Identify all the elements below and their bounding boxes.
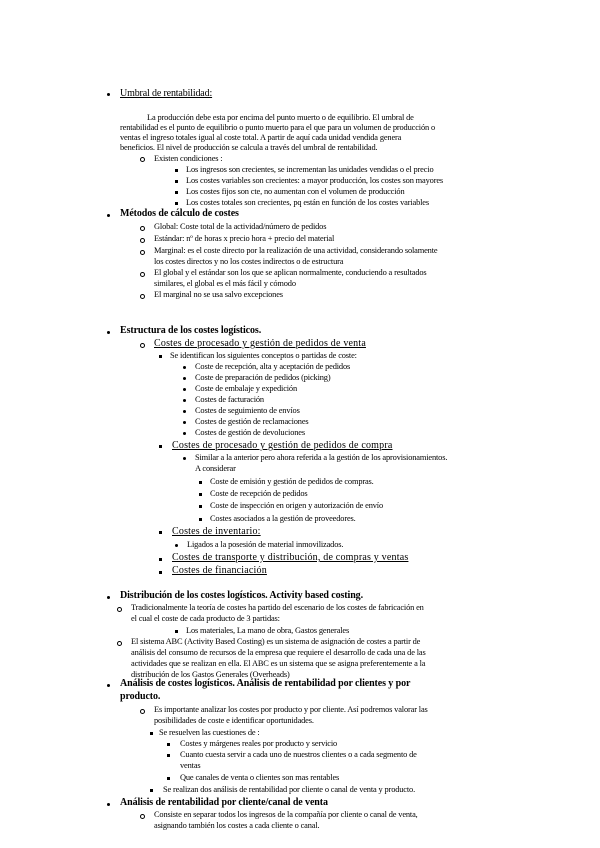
list-item: Coste de recepción, alta y aceptación de pedidos [195, 362, 351, 371]
list-item: Costes asociados a la gestión de proveedores. [210, 514, 356, 523]
list-item: Costes de seguimiento de envíos [195, 406, 300, 415]
paragraph-line: beneficios. El nivel de producción se calcula a través del umbral de rentabilidad. [120, 143, 378, 152]
bullet [107, 331, 110, 334]
bullet [183, 399, 186, 402]
bullet-square [159, 445, 162, 448]
bullet [183, 377, 186, 380]
list-item: Los costes fijos son cte, no aumentan con el volumen de producción [186, 187, 405, 196]
paragraph-line: análisis del consumo de recursos de la empresa que requiere el desarrollo de cada una de las [131, 648, 426, 657]
bullet [183, 432, 186, 435]
bullet [107, 93, 110, 96]
paragraph-line: El sistema ABC (Activity Based Costing) es un sistema de asignación de costes a partir de [131, 637, 421, 646]
bullet-square [150, 732, 153, 735]
bullet-circle [117, 641, 122, 646]
paragraph-line: asignando también los costes a cada cliente o canal. [154, 821, 320, 830]
list-item: El global y el estándar son los que se aplican normalmente, conduciendo a resultados [154, 268, 427, 277]
bullet-square [175, 169, 178, 172]
bullet-circle [140, 238, 145, 243]
bullet-square [167, 743, 170, 746]
list-item: ventas [180, 761, 201, 770]
list-item: Coste de preparación de pedidos (picking) [195, 373, 331, 382]
list-item: Se realizan dos análisis de rentabilidad por cliente o canal de venta y producto. [163, 785, 416, 794]
bullet-circle [140, 226, 145, 231]
list-item: Costes y márgenes reales por producto y servicio [180, 739, 338, 748]
list-item: Coste de recepción de pedidos [210, 489, 308, 498]
paragraph-line: actividades que se realizan en ella. El ABC es un sistema que se asigna preferentemente a la [131, 659, 426, 668]
subsection-heading: Costes de procesado y gestión de pedidos de compra [172, 440, 393, 451]
section-heading-metodos: Métodos de cálculo de costes [120, 208, 239, 219]
bullet-square [150, 789, 153, 792]
bullet-circle [140, 157, 145, 162]
bullet-circle [140, 814, 145, 819]
list-item: similares, el global es el más fácil y cómodo [154, 279, 296, 288]
bullet-circle [140, 250, 145, 255]
section-heading-analisis: Análisis de costes logísticos. Análisis de rentabilidad por clientes y por [120, 678, 411, 689]
list-item: Los materiales, La mano de obra, Gastos generales [186, 626, 350, 635]
list-item: Los ingresos son crecientes, se incrementan las unidades vendidas o el precio [186, 165, 434, 174]
subsection-heading: Costes de transporte y distribución, de compras y ventas [172, 552, 409, 563]
list-item: Coste de embalaje y expedición [195, 384, 298, 393]
list-item: Global: Coste total de la actividad/número de pedidos [154, 222, 327, 231]
list-item: Ligados a la posesión de material inmovilizados. [187, 540, 344, 549]
paragraph-line: posibilidades de coste e identificar oportunidades. [154, 716, 314, 725]
paragraph-line: rentabilidad es el punto de equilibrio o punto muerto para el que para un volumen de producción o [120, 123, 436, 132]
section-heading-analisis-cont: producto. [120, 691, 161, 702]
section-heading-rentabilidad: Análisis de rentabilidad por cliente/canal de venta [120, 797, 328, 808]
list-item: Se identifican los siguientes conceptos o partidas de coste: [170, 351, 357, 360]
bullet [183, 410, 186, 413]
bullet [183, 366, 186, 369]
bullet-circle [140, 294, 145, 299]
bullet-square [159, 558, 162, 561]
bullet-square [175, 191, 178, 194]
paragraph-line: distribución de los Gastos Generales (Overheads) [131, 670, 290, 679]
list-item: Coste de inspección en origen y autorización de envío [210, 501, 383, 510]
bullet-square [199, 518, 202, 521]
subsection-heading: Costes de procesado y gestión de pedidos de venta [154, 338, 366, 349]
bullet [183, 388, 186, 391]
list-item: Marginal: es el coste directo por la realización de una actividad, considerando solamente [154, 246, 438, 255]
paragraph-line: Es importante analizar los costes por producto y por cliente. Así podremos valorar las [154, 705, 428, 714]
bullet [107, 803, 110, 806]
bullet-square [159, 571, 162, 574]
bullet-circle [140, 709, 145, 714]
list-item: Costes de gestión de devoluciones [195, 428, 305, 437]
bullet [183, 457, 186, 460]
bullet-circle [140, 343, 145, 348]
list-item: Se resuelven las cuestiones de : [159, 728, 260, 737]
bullet-square [199, 481, 202, 484]
paragraph-line: ventas el ingreso totales igual al coste total. A partir de aquí cada unidad vendida genera [120, 133, 402, 142]
list-item: A considerar [195, 464, 236, 473]
paragraph-line: La producción debe esta por encima del punto muerto o de equilibrio. El umbral de [147, 113, 414, 122]
bullet [175, 544, 178, 547]
bullet-square [175, 202, 178, 205]
bullet-square [199, 493, 202, 496]
list-item: Cuanto cuesta servir a cada uno de nuestros clientes o a cada segmento de [180, 750, 417, 759]
bullet [183, 421, 186, 424]
subsection-heading: Costes de financiación [172, 565, 267, 576]
bullet [107, 684, 110, 687]
bullet-square [175, 630, 178, 633]
section-heading-umbral: Umbral de rentabilidad: [120, 88, 213, 99]
bullet-square [167, 777, 170, 780]
section-heading-estructura: Estructura de los costes logísticos. [120, 325, 262, 336]
paragraph-line: el cual el coste de cada producto de 3 partidas: [131, 614, 280, 623]
bullet-square [159, 531, 162, 534]
list-item: Existen condiciones : [154, 154, 223, 163]
subsection-heading: Costes de inventario: [172, 526, 261, 537]
list-item: Costes de gestión de reclamaciones [195, 417, 309, 426]
list-item: Similar a la anterior pero ahora referida a la gestión de los aprovisionamientos. [195, 453, 448, 462]
list-item: Los costes totales son crecientes, pq están en función de los costes variables [186, 198, 429, 207]
bullet-circle [117, 607, 122, 612]
list-item: Que canales de venta o clientes son mas rentables [180, 773, 340, 782]
paragraph-line: Consiste en separar todos los ingresos de la compañía por cliente o canal de venta, [154, 810, 418, 819]
bullet-circle [140, 272, 145, 277]
section-heading-distribucion: Distribución de los costes logísticos. Activity based costing. [120, 590, 363, 601]
list-item: Estándar: nº de horas x precio hora + precio del material [154, 234, 335, 243]
bullet [107, 214, 110, 217]
list-item: Costes de facturación [195, 395, 264, 404]
list-item: Los costes variables son crecientes: a mayor producción, los costes son mayores [186, 176, 444, 185]
list-item: los costes directos y no los costes indirectos o de estructura [154, 257, 344, 266]
list-item: El marginal no se usa salvo excepciones [154, 290, 283, 299]
bullet [107, 596, 110, 599]
bullet-square [175, 180, 178, 183]
list-item: Coste de emisión y gestión de pedidos de compras. [210, 477, 374, 486]
bullet-square [199, 505, 202, 508]
paragraph-line: Tradicionalmente la teoría de costes ha partido del escenario de los costes de fabricación en [131, 603, 424, 612]
bullet-square [167, 754, 170, 757]
bullet-square [159, 355, 162, 358]
